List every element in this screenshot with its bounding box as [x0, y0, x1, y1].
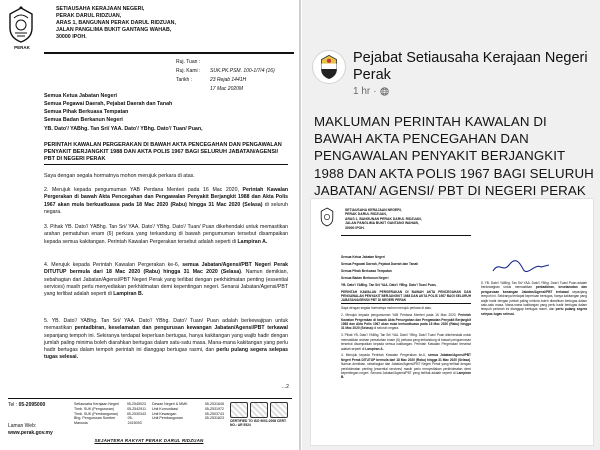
globe-icon	[380, 87, 389, 96]
perak-crest-icon	[6, 6, 36, 44]
letterhead-divider	[44, 52, 294, 54]
cert-text: CERTIFIED TO ISO 9001:2008 CERT. NO.: AR 5524	[230, 419, 287, 428]
recipient: Semua Pihak Berkuasa Tempatan	[44, 109, 129, 115]
office-entry: Timb. SUK (Pembangunan) 05-2530343	[74, 411, 146, 416]
paragraph-2: 2. Merujuk kepada pengumuman YAB Perdana Menteri pada 16 Mac 2020, Perintah Kawalan Pergerakan di bawah Akta Pencegahan dan Pengawalan Penyakit Berjangkit 1988 dan Akta Polis 1967 akan mula berkuatkuasa pada 18 Mac 2020 (Rabu) hingga 31 Mac 2020 (Selasa) di seluruh negara.	[44, 187, 288, 215]
reference-row: Ruj. Tuan :	[176, 59, 201, 65]
office-entry: Bhg. Pengurusan Sumber Manusia 05-2415093	[74, 416, 142, 426]
thumb-right-column: 5. YB. Dato'/ YABhg. Tan Sri/ YAA. Dato'/ YBhg. Dato'/ Tuan/ Puan adalah berkewajipan untuk memastikan pentadbiran, keselamatan dan pengurusan kewangan Jabatan/Agensi/PBT terkawal sepanjang tempoh ini. Sekiranya terdapat keperluan bertugas, hanya kakitangan yang wajib hadir dengan jumlah paling minima boleh diarahkan bertugas dalam satu-satu masa. Mana-mana kakitangan yang perlu hadir bertugas dalam tempoh perintah ini dianggap bertugas rasmi, dan perlu pulang segera selepas tugas selesai.	[481, 281, 588, 316]
reference-row: 17 Mac 2020M	[210, 86, 244, 92]
post-caption: MAKLUMAN PERINTAH KAWALAN DI BAWAH AKTA PENCEGAHAN DAN PENGAWALAN PENYAKIT BERJANGKIT 1988 DAN AKTA POLIS 1967 BAGI SELURUH JABATAN/ AGENSI/ PBT DI NEGERI PERAK	[314, 114, 594, 198]
state-motto: SEJAHTERA RAKYAT PERAK DARUL RIDZUAN	[94, 438, 204, 443]
letterhead-line: SETIAUSAHA KERAJAAN NEGERI,	[56, 6, 145, 12]
letterhead-line: ARAS 1, BANGUNAN PERAK DARUL RIDZUAN,	[56, 20, 176, 26]
paragraph-5: 5. YB. Dato'/ YABhg. Tan Sri/ YAA. Dato'/ YBhg. Dato'/ Tuan/ Puan adalah berkewajipan untuk memastikan pentadbiran, keselamatan dan pengurusan kewangan Jabatan/Agensi/PBT terkawal sepanjang tempoh ini. Sekiranya terdapat keperluan bertugas, hanya kakitangan yang wajib hadir dengan jumlah paling minima boleh diarahkan bertugas dalam satu-satu masa. Mana-mana kakitangan yang perlu hadir bertugas dalam tempoh perintah ini dianggap bertugas rasmi, dan perlu pulang segera selepas tugas selesai.	[44, 318, 288, 361]
paragraph-4: 4. Merujuk kepada Perintah Kawalan Pergerakan ke-6, semua Jabatan/Agensi/PBT Negeri Perak DITUTUP bermula dari 18 Mac 2020 (Rabu) hingga 31 Mac 2020 (Selasa). Namun demikian, sebahagian dari Jabatan/Agensi/PBT Negeri Perak yang terlibat dengan perkhidmatan penting (essential services) masih perlu menyediakan perkhidmatan demi kepentingan negeri. Senarai Jabatan/Agensi/PBT yang terlibat adalah seperti di Lampiran B.	[44, 262, 288, 298]
footer-divider	[8, 398, 292, 399]
salutation: YB. Dato'/ YABhg. Tan Sri/ YAA. Dato'/ YBhg. Dato'/ Tuan/ Puan,	[44, 126, 203, 132]
recipient: Semua Pegawai Daerah, Pejabat Daerah dan Tanah	[44, 101, 173, 107]
reference-row: Ruj. Kami : SUK.PK.PSM. 100-1/7/4 (16)	[176, 68, 275, 74]
recipients-list	[44, 92, 172, 124]
greeting: Saya dengan segala hormatnya mohon merujuk perkara di atas.	[44, 173, 195, 179]
letterhead	[56, 6, 176, 41]
page-avatar[interactable]	[312, 50, 346, 84]
signature-icon	[491, 259, 551, 275]
office-entry: Unit Kewangan 05-2503743	[152, 411, 224, 416]
post-timestamp[interactable]: 1 hr	[353, 86, 371, 97]
cert-badge-icon	[270, 402, 288, 418]
crest-label: PERAK	[14, 45, 30, 50]
perak-crest-icon	[319, 207, 335, 227]
reference-row: Tarikh : 23 Rejab 1441H	[176, 77, 247, 83]
thumb-letterhead: SETIAUSAHA KERAJAAN NEGERI, PERAK DARUL RIDZUAN, ARAS 1, BANGUNAN PERAK DARUL RIDZUAN, JALAN PANGLIMA BUKIT GANTANG WAHAB, 30000 IPOH.	[345, 208, 422, 230]
office-entry: Unit Pembangunan 05-2531823	[152, 416, 224, 421]
page-name-link[interactable]: Pejabat Setiausaha Kerajaan Negeri Perak	[353, 50, 588, 83]
attached-document-image[interactable]	[310, 198, 594, 446]
letterhead-line: 30000 IPOH.	[56, 34, 87, 40]
cert-badge-icon	[230, 402, 248, 418]
letter-subject: PERINTAH KAWALAN PERGERAKAN DI BAWAH AKTA PENCEGAHAN DAN PENGAWALAN PENYAKIT BERJANGKIT 1988 DAN AKTA POLIS 1967 BAGI SELURUH JABATAN/AGENSI/ PBT DI NEGERI PERAK	[44, 142, 288, 165]
meta-separator: ·	[373, 86, 377, 97]
cert-badge-icon	[250, 402, 268, 418]
letterhead-line: JALAN PANGLIMA BUKIT GANTANG WAHAB,	[56, 27, 172, 33]
footer-office-directory	[74, 402, 224, 426]
social-post	[302, 0, 600, 450]
footer-contact: Tel : 05-2095000 Laman Web: www.perak.gov.my	[8, 402, 53, 436]
thumb-divider	[341, 235, 471, 236]
page-continuation: ...2	[282, 384, 289, 390]
recipient: Semua Badan Berkanun Negeri	[44, 117, 123, 123]
paragraph-3: 3. Pihak YB. Dato'/ YABhg. Tan Sri/ YAA. Dato'/ YBhg. Dato'/ Tuan/ Puan dikehendaki untuk memastikan arahan pematuhan enam (6) perkara yang terkandung di bawah pengumuman tersebut disampaikan kepada semua kakitangan. Perintah Kawalan Pergerakan tersebut adalah seperti di Lampiran A.	[44, 224, 288, 245]
official-letter	[0, 0, 298, 450]
reference-block	[176, 58, 275, 94]
office-entry: Timb. SUK (Pengurusan) 05-2542911	[74, 406, 146, 411]
perak-crest-icon	[318, 54, 340, 80]
office-entry: Unit Komunikasi 05-2531972	[152, 406, 224, 411]
post-meta	[353, 86, 389, 97]
panel-divider	[299, 0, 301, 450]
recipient: Semua Ketua Jabatan Negeri	[44, 93, 118, 99]
letterhead-line: PERAK DARUL RIDZUAN,	[56, 13, 122, 19]
thumb-left-column: Semua Ketua Jabatan Negeri Semua Pegawai Daerah, Pejabat Daerah dan Tanah Semua Pihak Berkuasa Tempatan Semua Badan Berkanun Negeri YB. Dato'/ YABhg. Tan Sri/ YAA. Dato'/ YBhg. Dato'/ Tuan/ Puan, PERINTAH KAWALAN PERGERAKAN DI BAWAH AKTA PENCEGAHAN DAN PENGAWALAN PENYAKIT BERJANGKIT 1988 DAN AKTA POLIS 1967 BAGI SELURUH JABATAN/AGENSI/ PBT DI NEGERI PERAK Saya dengan segala hormatnya mohon merujuk perkara di atas. 2. Merujuk kepada pengumuman YAB Perdana Menteri pada 16 Mac 2020, Perintah Kawalan Pergerakan di bawah Akta Pencegahan dan Pengawalan Penyakit Berjangkit 1988 dan Akta Polis 1967 akan mula berkuatkuasa pada 18 Mac 2020 (Rabu) hingga 31 Mac 2020 (Selasa) di seluruh negara. 3. Pihak YB. Dato'/ YABhg. Tan Sri/ YAA. Dato'/ YBhg. Dato'/ Tuan/ Puan dikehendaki untuk memastikan arahan pematuhan enam (6) perkara yang terkandung di bawah pengumuman tersebut disampaikan kepada semua kakitangan. Perintah Kawalan Pergerakan tersebut adalah seperti di Lampiran A. 4. Merujuk kepada Perintah Kawalan Pergerakan ke-6, semua Jabatan/Agensi/PBT Negeri Perak DITUTUP bermula dari 18 Mac 2020 (Rabu) hingga 31 Mac 2020 (Selasa). Namun demikian, sebahagian dari Jabatan/Agensi/PBT Negeri Perak yang terlibat dengan perkhidmatan penting (essential services) masih perlu menyediakan perkhidmatan demi kepentingan negeri. Senarai Jabatan/Agensi/PBT yang terlibat adalah seperti di Lampiran B.	[341, 255, 471, 380]
certification-block	[230, 402, 292, 427]
office-entry: Setiausaha Kerajaan Negeri 05-2545023	[74, 402, 146, 406]
website-link[interactable]: www.perak.gov.my	[8, 430, 53, 436]
office-entry: Dewan Negeri & MMK 05-2531645	[152, 402, 224, 406]
